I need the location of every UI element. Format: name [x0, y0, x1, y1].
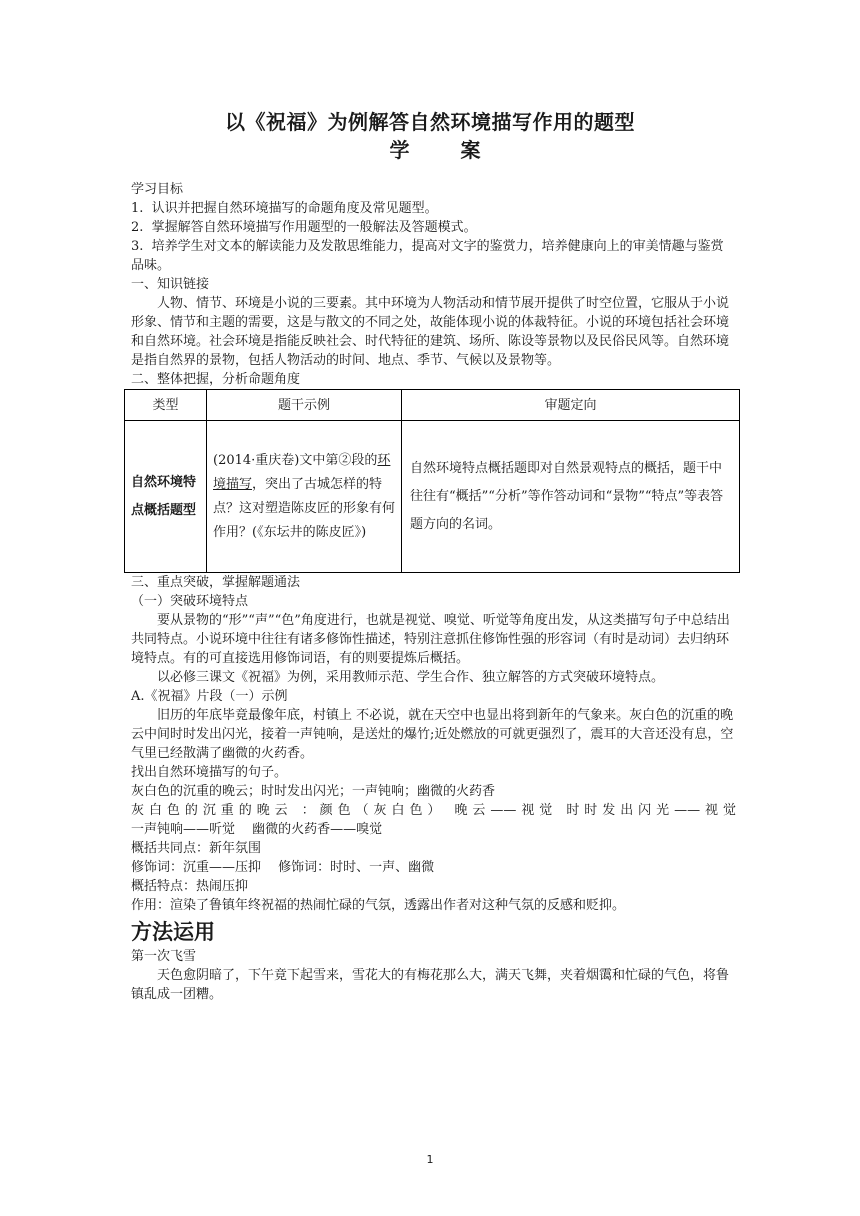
example-heading: A.《祝福》片段（一）示例: [131, 689, 288, 704]
method-intro-paragraph: 以必修三课文《祝福》为例，采用教师示范、学生合作、独立解答的方式突破环境特点。: [157, 670, 665, 685]
snow-heading: 第一次飞雪: [131, 949, 197, 964]
analysis-line-1: 灰白色的沉重的晚云 ：颜色（灰白色） 晚云——视觉 时时发出闪光——视觉: [131, 803, 736, 818]
goal-text: 培养学生对文本的解读能力及发散思维能力，提高对文字的鉴赏力，培养健康向上的审美情趣与鉴赏品味。: [131, 239, 724, 273]
goal-item-2: [131, 218, 736, 237]
page-number: 1: [426, 1153, 434, 1166]
table-header-example: 题干示例: [207, 390, 402, 421]
subsection-heading: （一）突破环境特点: [131, 594, 249, 609]
goal-number: 3.: [131, 239, 144, 254]
common-point-line: 概括共同点：新年氛围: [131, 841, 262, 856]
table-row: [125, 421, 740, 573]
method-application-heading: 方法运用: [131, 920, 215, 944]
document-body: [131, 180, 736, 1004]
knowledge-paragraph: 人物、情节、环境是小说的三要素。其中环境为人物活动和情节展开提供了时空位置，它服从于小说形象、情节和主题的需要，这是与散文的不同之处，故能体现小说的体裁特征。小说的环境包括社会环境和自然环境。社会环境是指能反映社会、时代特征的建筑、场所、陈设等景物以及民俗民风等。自然环境是指自然界的景物，包括人物活动的时间、地点、季节、气候以及景物等。: [131, 296, 730, 368]
snow-paragraph: 天色愈阴暗了，下午竟下起雪来，雪花大的有梅花那么大，满天飞舞，夹着烟霭和忙碌的气色，将鲁镇乱成一团糟。: [131, 968, 730, 1002]
section-heading-method: 三、重点突破，掌握解题通法: [131, 575, 301, 590]
feature-line: 概括特点：热闹压抑: [131, 879, 249, 894]
example-text-pre: (2014·重庆卷)文中第②段的: [213, 452, 378, 468]
sentences-line: 灰白色的沉重的晚云；时时发出闪光；一声钝响；幽微的火药香: [131, 784, 496, 799]
example-text-post: ，突出了古城怎样的特点？这对塑造陈皮匠的形象有何作用？(《东坛井的陈皮匠》): [213, 476, 396, 540]
table-cell-example: [207, 421, 402, 573]
goal-number: 2.: [131, 220, 144, 235]
goal-item-3: [131, 237, 736, 275]
goal-text: 认识并把握自然环境描写的命题角度及常见题型。: [151, 201, 438, 216]
section-heading-goals: 学习目标: [131, 182, 184, 197]
task-line: 找出自然环境描写的句子。: [131, 765, 288, 780]
effect-line: 作用：渲染了鲁镇年终祝福的热闹忙碌的气氛，透露出作者对这种气氛的反感和贬抑。: [131, 898, 626, 913]
table-cell-type: 自然环境特点概括题型: [125, 421, 207, 573]
goal-item-1: [131, 199, 736, 218]
table-cell-direction: 自然环境特点概括题即对自然景观特点的概括，题干中往往有“概括”“分析”等作答动词和“景物”“特点”等表答题方向的名词。: [402, 421, 740, 573]
question-type-table: [124, 389, 740, 573]
document-title: 以《祝福》为例解答自然环境描写作用的题型: [225, 110, 635, 134]
table-header-direction: 审题定向: [402, 390, 740, 421]
method-paragraph: 要从景物的“形”“声”“色”角度进行，也就是视觉、嗅觉、听觉等角度出发，从这类描写句子中总结出共同特点。小说环境中往往有诸多修饰性描述，特别注意抓住修饰性强的形容词（有时是动词）去归纳环境特点。有的可直接选用修饰词语，有的则要提炼后概括。: [131, 613, 730, 666]
table-header-row: [125, 390, 740, 421]
table-header-type: 类型: [125, 390, 207, 421]
excerpt-paragraph: 旧历的年底毕竟最像年底，村镇上 不必说，就在天空中也显出将到新年的气象来。灰白色的沉重的晚云中间时时发出闪光，接着一声钝响，是送灶的爆竹;近处燃放的可就更强烈了，震耳的大音还没有息，空气里已经散满了幽微的火药香。: [131, 708, 734, 761]
section-heading-knowledge: 一、知识链接: [131, 277, 210, 292]
section-heading-analysis: 二、整体把握，分析命题角度: [131, 372, 301, 387]
modifier-line: 修饰词：沉重——压抑 修饰词：时时、一声、幽微: [131, 860, 435, 875]
analysis-line-2: 一声钝响——听觉 幽微的火药香——嗅觉: [131, 822, 383, 837]
example-text-underlined: 环境描写: [213, 452, 391, 492]
document-subtitle: 学 案: [389, 138, 503, 162]
goal-text: 掌握解答自然环境描写作用题型的一般解法及答题模式。: [151, 220, 477, 235]
goal-number: 1.: [131, 201, 144, 216]
